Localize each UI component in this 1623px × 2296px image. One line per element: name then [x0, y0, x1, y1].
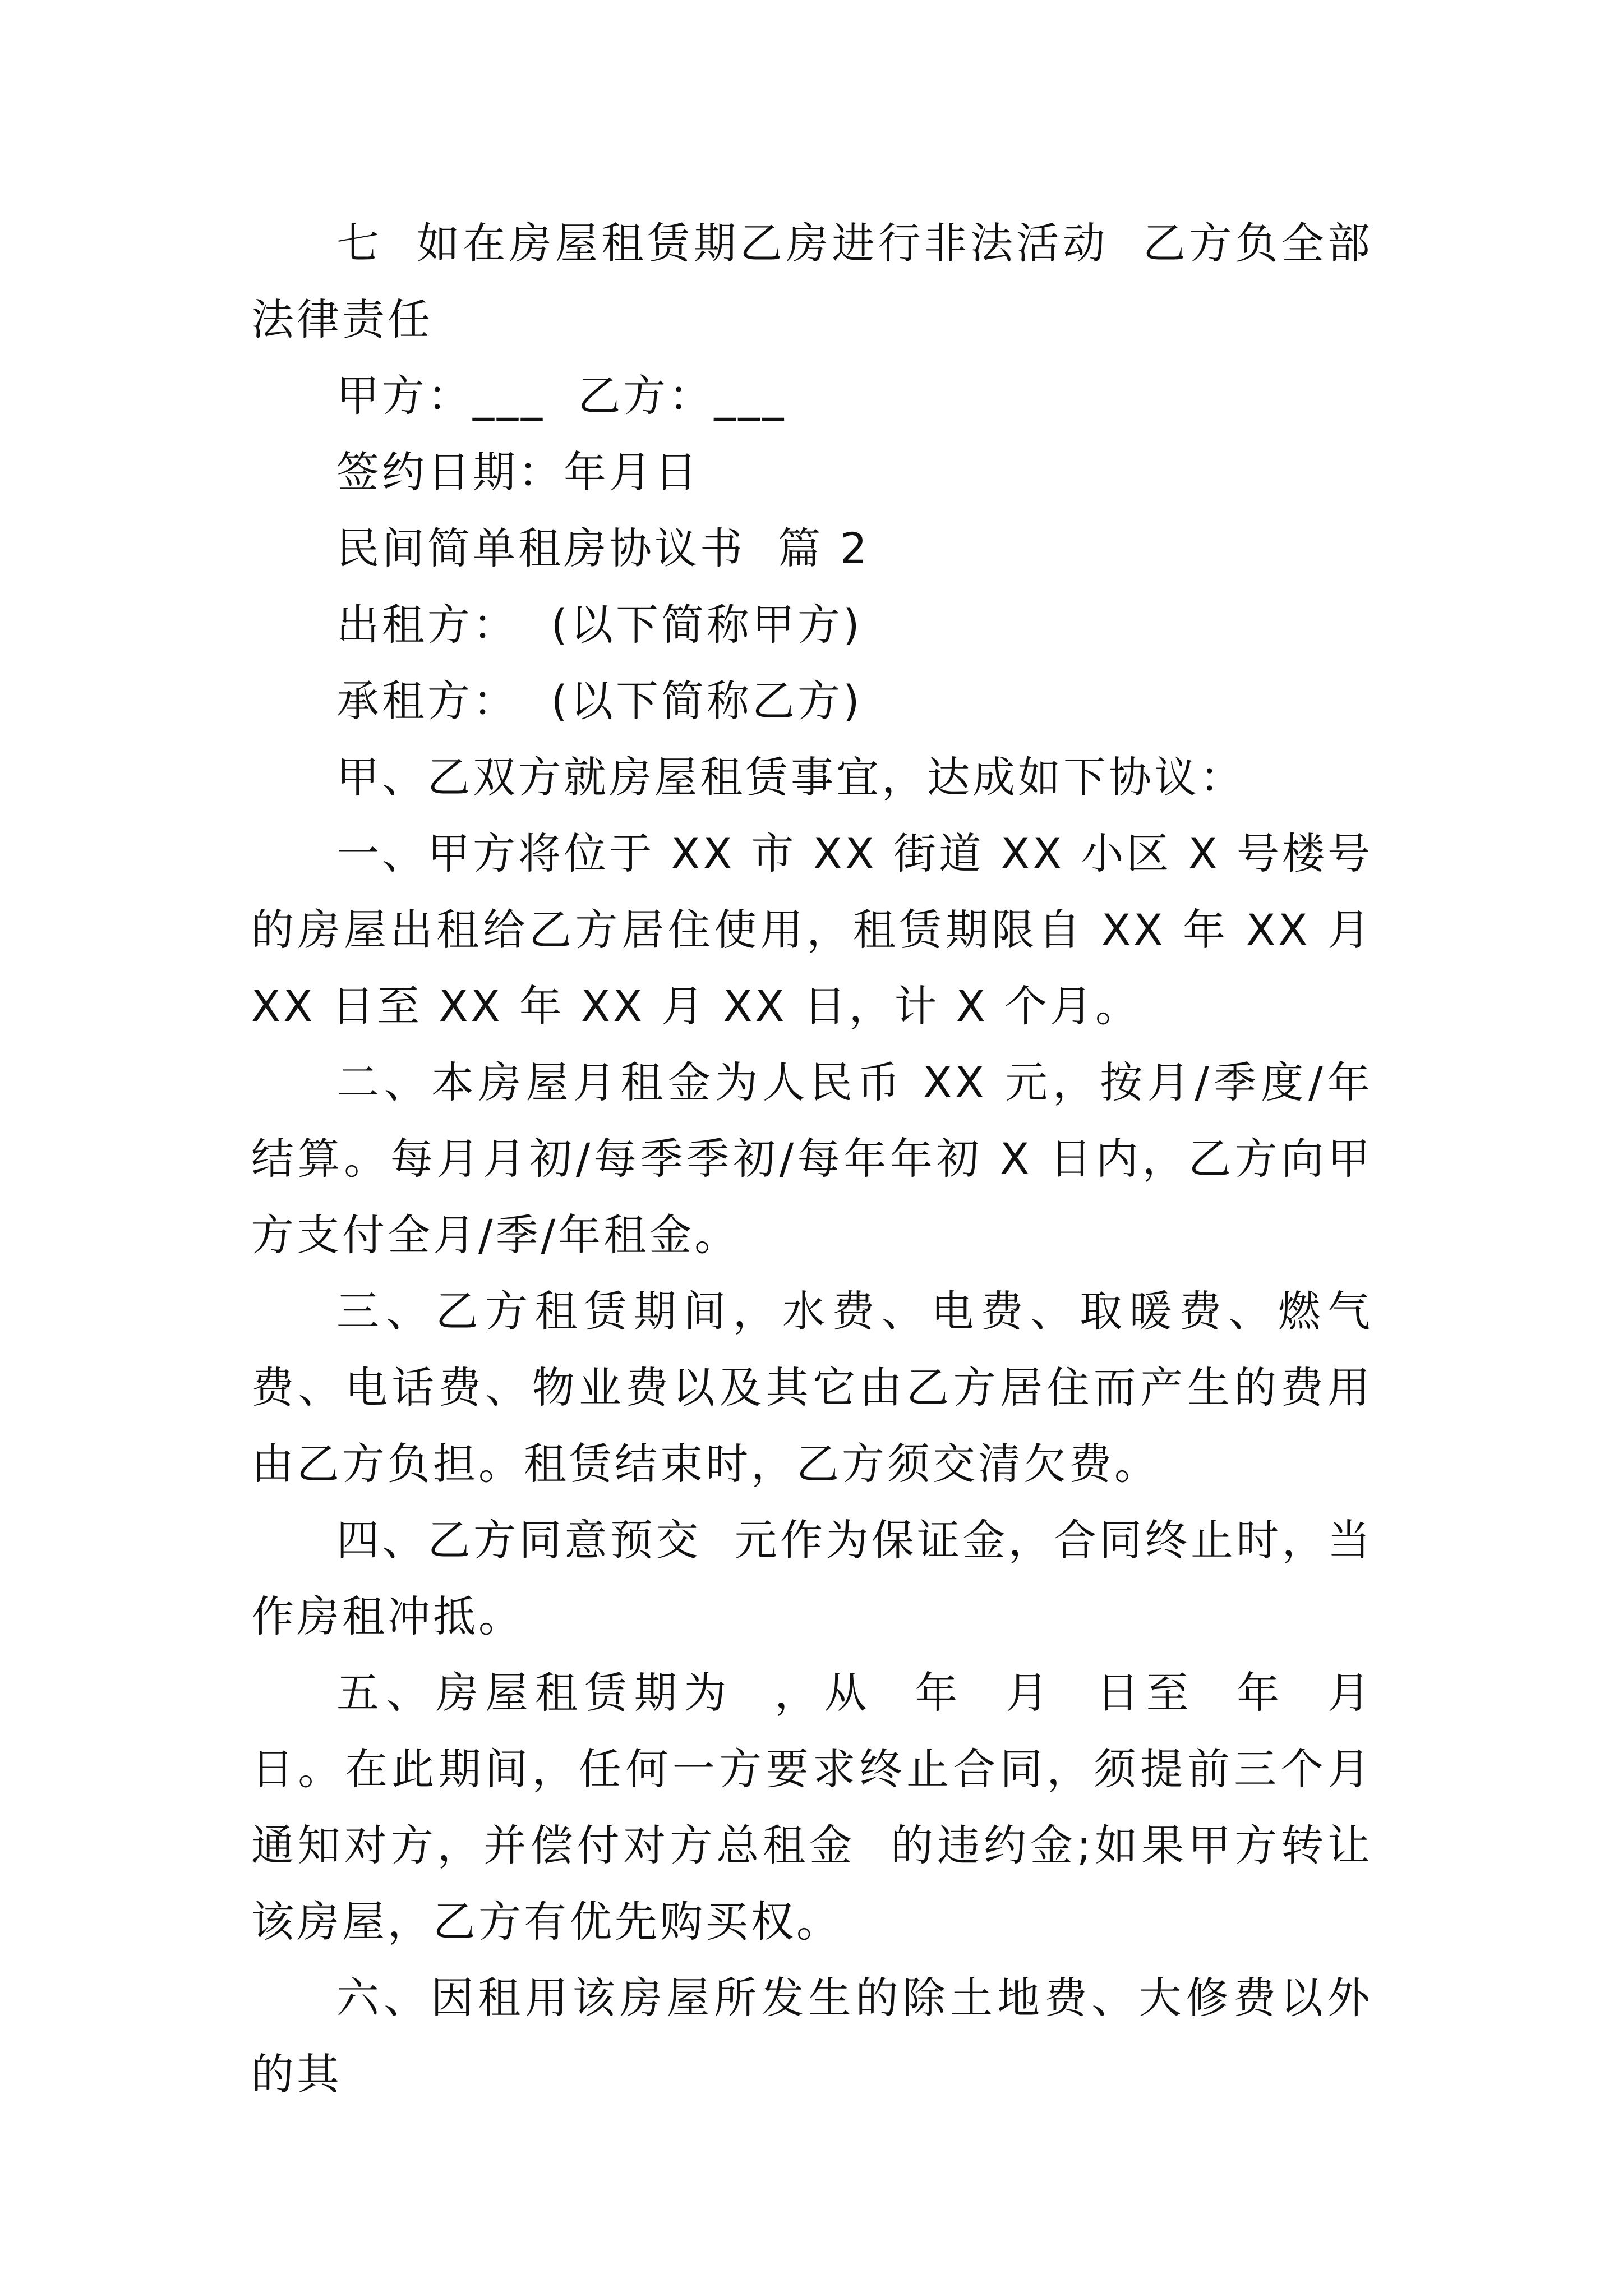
section-heading: 民间简单租房协议书 篇 2: [336, 523, 870, 573]
lessor-line: 出租方： (以下简称甲方): [336, 600, 863, 650]
clause-seven: 七 如在房屋租赁期乙房进行非法活动 乙方负全部法律责任: [251, 218, 1373, 344]
document-body: [251, 205, 1406, 2113]
agreement-intro: 甲、乙双方就房屋租赁事宜，达成如下协议：: [336, 752, 1245, 802]
signature-parties: 甲方：___ 乙方：___: [336, 371, 787, 421]
signing-date: 签约日期：年月日: [336, 447, 700, 497]
clause-four: 四、乙方同意预交 元作为保证金，合同终止时，当作房租冲抵。: [251, 1515, 1373, 1641]
clause-three: 三、乙方租赁期间，水费、电费、取暖费、燃气费、电话费、物业费以及其它由乙方居住而产生的费用由乙方负担。租赁结束时，乙方须交清欠费。: [251, 1286, 1373, 1489]
clause-six: 六、因租用该房屋所发生的除土地费、大修费以外的其: [251, 1973, 1373, 2099]
lessee-line: 承租方： (以下简称乙方): [336, 676, 863, 726]
clause-one: 一、甲方将位于 XX 市 XX 街道 XX 小区 X 号楼号的房屋出租给乙方居住使用，租赁期限自 XX 年 XX 月 XX 日至 XX 年 XX 月 XX 日，计 X 个月。: [251, 829, 1390, 1031]
clause-two: 二、本房屋月租金为人民币 XX 元，按月/季度/年结算。每月月初/每季季初/每年年初 X 日内，乙方向甲方支付全月/季/年租金。: [251, 1057, 1373, 1260]
clause-five: 五、房屋租赁期为 ，从 年 月 日至 年 月 日。在此期间，任何一方要求终止合同，须提前三个月通知对方，并偿付对方总租金 的违约金;如果甲方转让该房屋，乙方有优先购买权。: [251, 1668, 1406, 1947]
